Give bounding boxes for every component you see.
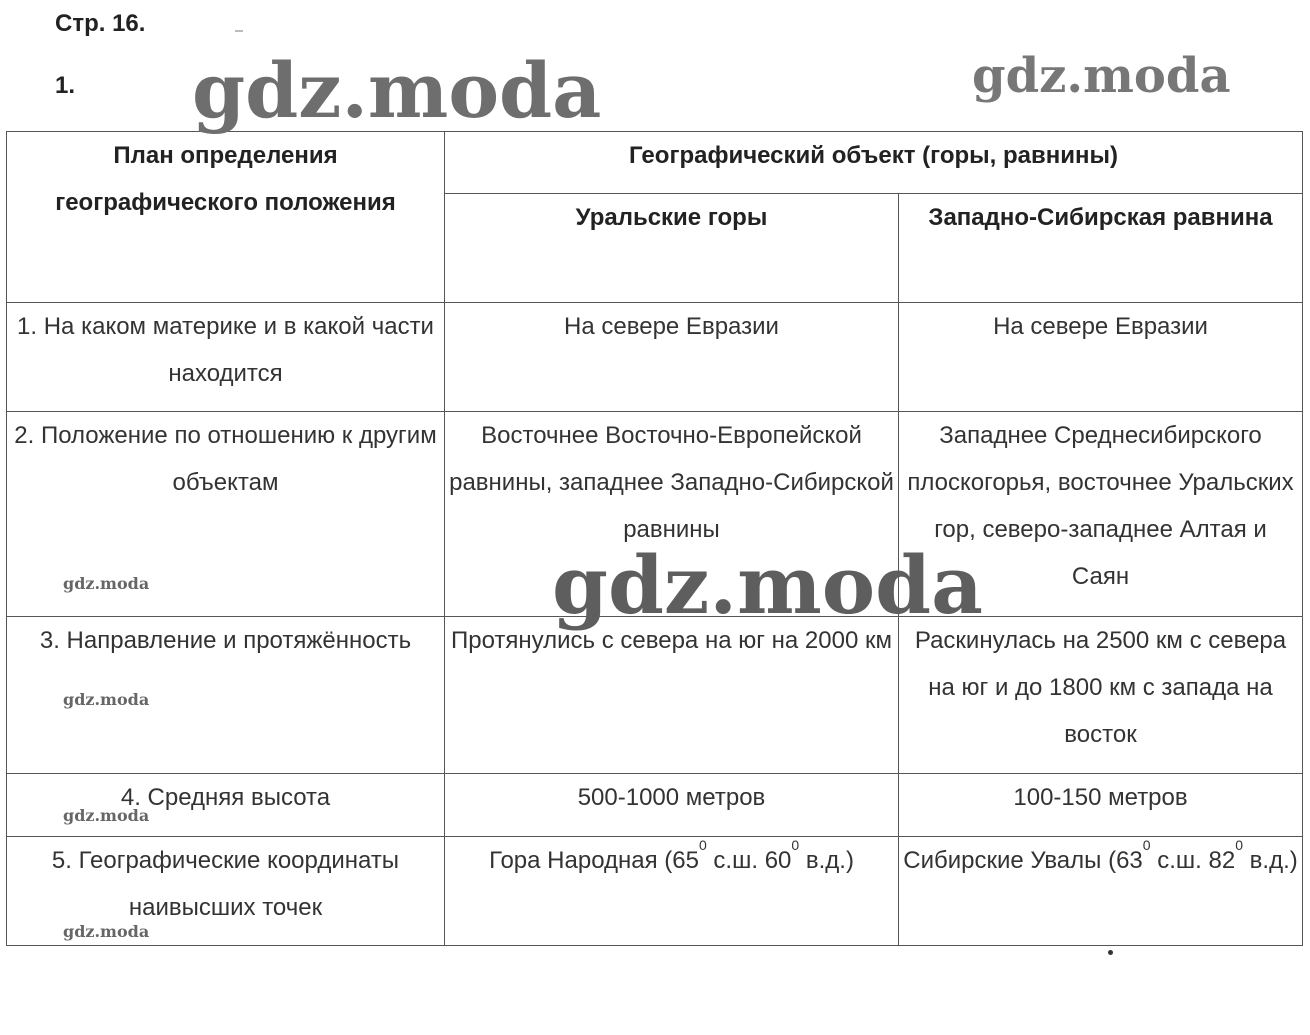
degree-mark: 0 [791, 837, 800, 853]
table-row [7, 617, 1303, 774]
coord-text: в.д.) [799, 847, 854, 874]
degree-mark: 0 [1235, 837, 1243, 853]
criterion-cell: 3. Направление и протяжённость [7, 617, 445, 774]
degree-mark: 0 [698, 837, 707, 853]
coord-text: с.ш. 60 [706, 847, 792, 874]
header-siberia: Западно-Сибирская равнина [899, 194, 1303, 303]
divider [235, 30, 243, 32]
ural-cell: Восточнее Восточно-Европейской равнины, западнее Западно-Сибирской равнины [445, 412, 899, 617]
ural-cell: 500-1000 метров [445, 774, 899, 837]
coord-text: Гора Народная (65 [489, 847, 699, 874]
coord-text: с.ш. 82 [1150, 847, 1236, 874]
watermark: gdz.moda [192, 46, 602, 135]
watermark-small: gdz.moda [63, 690, 150, 709]
table-row [7, 837, 1303, 946]
watermark-small: gdz.moda [63, 574, 150, 593]
ural-cell: Протянулись с севера на юг на 2000 км [445, 617, 899, 774]
degree-mark: 0 [1142, 837, 1151, 853]
page-label: Стр. 16. [55, 10, 146, 37]
header-object: Географический объект (горы, равнины) [445, 132, 1303, 194]
ural-cell [445, 837, 899, 946]
header-plan: План определения географического положения [7, 132, 445, 303]
siberia-cell: Раскинулась на 2500 км с севера на юг и до 1800 км с запада на восток [899, 617, 1303, 774]
coord-text: в.д.) [1242, 847, 1298, 874]
criterion-cell: 2. Положение по отношению к другим объектам [7, 412, 445, 617]
siberia-cell: На севере Евразии [899, 303, 1303, 412]
table-row [7, 303, 1303, 412]
task-number: 1. [55, 72, 76, 99]
table-row [7, 774, 1303, 837]
stray-dot [1108, 950, 1113, 955]
siberia-cell: 100-150 метров [899, 774, 1303, 837]
ural-cell: На севере Евразии [445, 303, 899, 412]
siberia-cell: Западнее Среднесибирского плоскогорья, восточнее Уральских гор, северо-западнее Алтая и Саян [899, 412, 1303, 617]
watermark-small: gdz.moda [63, 922, 150, 941]
coord-text: Сибирские Увалы (63 [903, 847, 1143, 874]
watermark: gdz.moda [552, 538, 983, 632]
criterion-cell: 5. Географические координаты наивысших точек [7, 837, 445, 946]
watermark: gdz.moda [972, 48, 1231, 104]
criterion-cell: 1. На каком материке и в какой части находится [7, 303, 445, 412]
criterion-cell: 4. Средняя высота [7, 774, 445, 837]
watermark-small: gdz.moda [63, 806, 150, 825]
siberia-cell [899, 837, 1303, 946]
header-ural: Уральские горы [445, 194, 899, 303]
